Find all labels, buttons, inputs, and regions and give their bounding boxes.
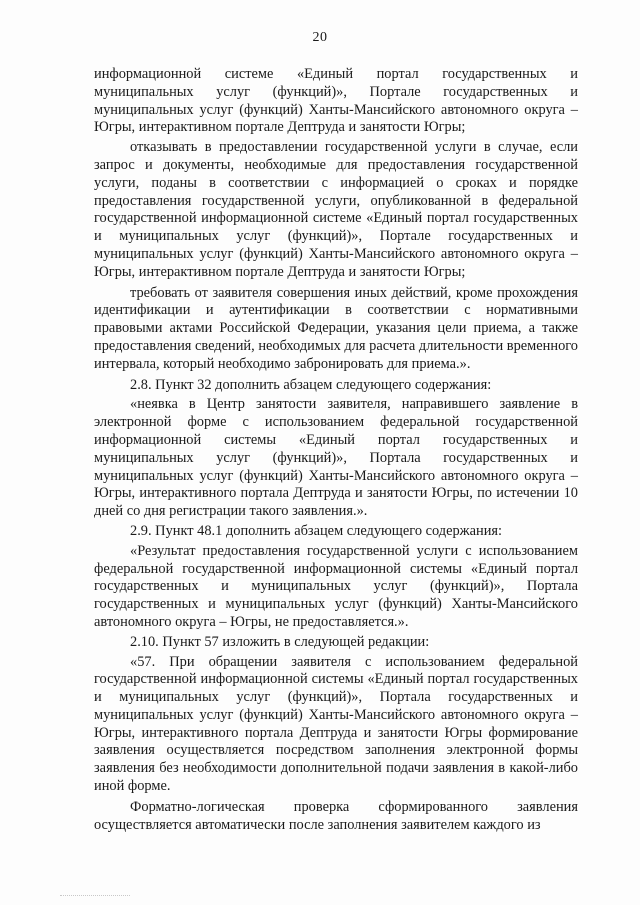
paragraph-item-2-9: 2.9. Пункт 48.1 дополнить абзацем следующего содержания: bbox=[130, 522, 503, 539]
document-body bbox=[94, 66, 578, 834]
paragraph-item-2-8: 2.8. Пункт 32 дополнить абзацем следующего содержания: bbox=[130, 376, 492, 393]
paragraph-format-logic-check: Форматно-логическая проверка сформированного заявления осуществляется автоматически после заполнения заявителем каждого из bbox=[94, 798, 578, 833]
scan-artifact bbox=[60, 895, 130, 900]
paragraph-item-2-8-body: «неявка в Центр занятости заявителя, направившего заявление в электронной форме с использованием федеральной государственной информационной системы «Единый портал государственных и муниципальных услуг (функций)», Портала государственных и муниципальных услуг (функций) Ханты-Мансийского автономного округа – Югры, интерактивного портала Дептруда и занятости Югры, по истечении 10 дней со дня регистрации такого заявления.». bbox=[94, 396, 578, 520]
paragraph-item-2-9-body: «Результат предоставления государственной услуги с использованием федеральной государственной информационной системы «Единый портал государственных и муниципальных услуг (функций)», Портала государственных и муниципальных услуг (функций) Ханты-Мансийского автономного округа – Югры, не предоставляется.». bbox=[94, 542, 578, 630]
paragraph-refuse-service: отказывать в предоставлении государственной услуги в случае, если запрос и документы, необходимые для предоставления государственной услуги, поданы в соответствии с информацией о сроках и порядке предоставления государственной услуги, опубликованной в федеральной государственной информационной системе «Единый портал государственных и муниципальных услуг (функций)», Портале государственных и муниципальных услуг (функций) Ханты-Мансийского автономного округа – Югры, интерактивном портале Дептруда и занятости Югры; bbox=[94, 139, 578, 280]
page-number: 20 bbox=[312, 30, 328, 45]
paragraph-continuation: информационной системе «Единый портал государственных и муниципальных услуг (функций)», Портале государственных и муниципальных услуг (функций) Ханты-Мансийского автономного округа – Югры, интерактивном портале Дептруда и занятости Югры; bbox=[94, 66, 578, 136]
paragraph-item-2-10-body: «57. При обращении заявителя с использованием федеральной государственной информационной системы «Единый портал государственных и муниципальных услуг (функций)», Портала государственных и муниципальных услуг (функций) Ханты-Мансийского автономного округа – Югры, интерактивного портала Дептруда и занятости Югры формирование заявления осуществляется посредством заполнения электронной формы заявления без необходимости дополнительной подачи заявления в какой-либо иной форме. bbox=[94, 653, 578, 795]
paragraph-require-actions: требовать от заявителя совершения иных действий, кроме прохождения идентификации и аутентификации в соответствии с нормативными правовыми актами Российской Федерации, указания цели приема, а также предоставления сведений, необходимых для расчета длительности временного интервала, который необходимо забронировать для приема.». bbox=[94, 284, 578, 372]
paragraph-item-2-10: 2.10. Пункт 57 изложить в следующей редакции: bbox=[130, 633, 430, 650]
